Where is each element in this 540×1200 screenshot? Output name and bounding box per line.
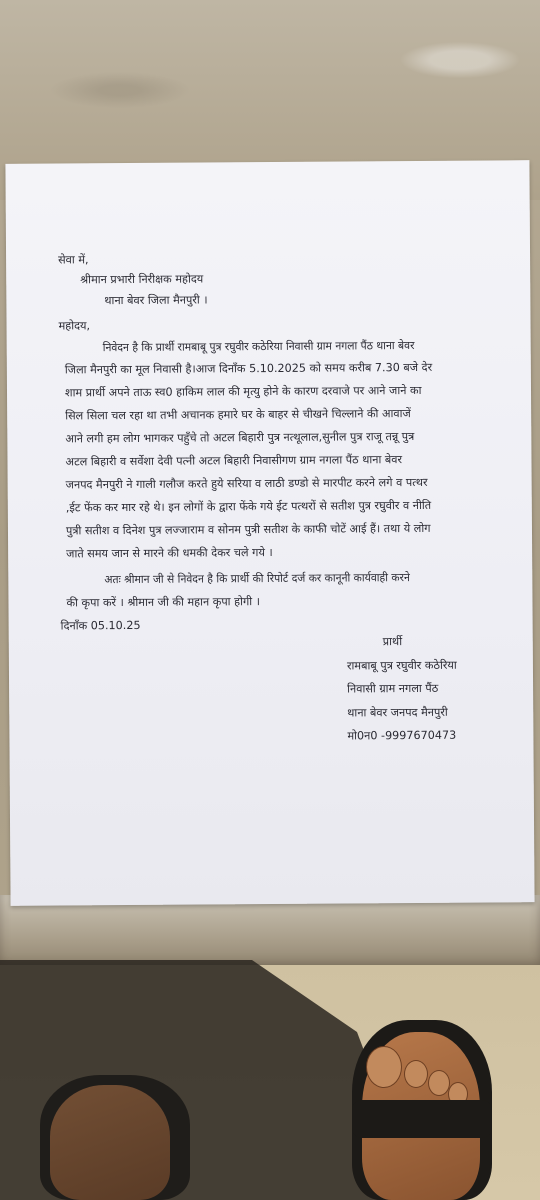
- addressee-title: श्रीमान प्रभारी निरीक्षक महोदय: [80, 272, 204, 287]
- addressee-station: थाना बेवर जिला मैनपुरी ।: [104, 293, 208, 308]
- body-line-5: आने लगी हम लोग भागकर पहुँचे तो अटल बिहारी पुत्र नत्थूलाल,सुनील पुत्र राजू तन्नू पुत्र: [65, 429, 415, 446]
- complaint-letter: [5, 160, 534, 906]
- toe: [404, 1060, 428, 1088]
- left-foot: [50, 1085, 170, 1200]
- body-line-4: सिल सिला चल रहा था तभी अचानक हमारे घर के बाहर से चीखने चिल्लाने की आवाजें: [65, 407, 411, 423]
- request-line-1: अतः श्रीमान जी से निवेदन है कि प्रार्थी की रिपोर्ट दर्ज कर कानूनी कार्यवाही करने: [104, 571, 410, 587]
- signature-mobile: मो0न0 -9997670473: [347, 728, 457, 743]
- body-line-6: अटल बिहारी व सर्वेशा देवी पत्नी अटल बिहारी निवासीगण ग्राम नगला पैंठ थाना बेवर: [65, 453, 403, 469]
- body-line-3: शाम प्रार्थी अपने ताऊ स्व0 हाकिम लाल की मृत्यु होने के कारण दरवाजे पर आने जाने का: [64, 383, 422, 400]
- body-line-9: पुत्री सतीश व दिनेश पुत्र लज्जाराम व सोनम पुत्री सतीश के काफी चोटें आई हैं। तथा ये लोग: [65, 521, 431, 538]
- sandal-strap: [352, 1100, 492, 1138]
- greeting: महोदय,: [58, 319, 91, 333]
- body-line-10: जाते समय जान से मारने की धमकी देकर चले गये ।: [66, 545, 273, 561]
- body-line-7: जनपद मैनपुरी ने गाली गलौज करते हुये सरिया व लाठी डण्डो से मारपीट करने लगे व पत्थर: [65, 475, 428, 492]
- body-line-2: जिला मैनपुरी का मूल निवासी है।आज दिनाँक 5.10.2025 को समय करीब 7.30 बजे देर: [64, 360, 433, 377]
- letter-date: दिनाँक 05.10.25: [60, 618, 141, 633]
- body-line-1: निवेदन है कि प्रार्थी रामबाबू पुत्र रघुवीर कठेरिया निवासी ग्राम नगला पैंठ थाना बेवर: [102, 338, 415, 355]
- big-toe: [366, 1046, 402, 1088]
- body-line-8: ,ईट फेंक कर मार रहे थे। इन लोगों के द्वारा फेंके गये ईट पत्थरों से सतीश पुत्र रघुवीर व नीति: [65, 498, 432, 515]
- signature-label: प्रार्थी: [382, 635, 403, 649]
- signature-name: रामबाबू पुत्र रघुवीर कठेरिया: [346, 658, 457, 673]
- salutation: सेवा में,: [58, 253, 89, 267]
- concrete-ledge: [0, 895, 540, 970]
- signature-district: थाना बेवर जनपद मैनपुरी: [347, 705, 448, 720]
- toe: [428, 1070, 450, 1096]
- signature-village: निवासी ग्राम नगला पैंठ: [347, 681, 439, 696]
- request-line-2: की कृपा करें । श्रीमान जी की महान कृपा होगी ।: [66, 595, 260, 610]
